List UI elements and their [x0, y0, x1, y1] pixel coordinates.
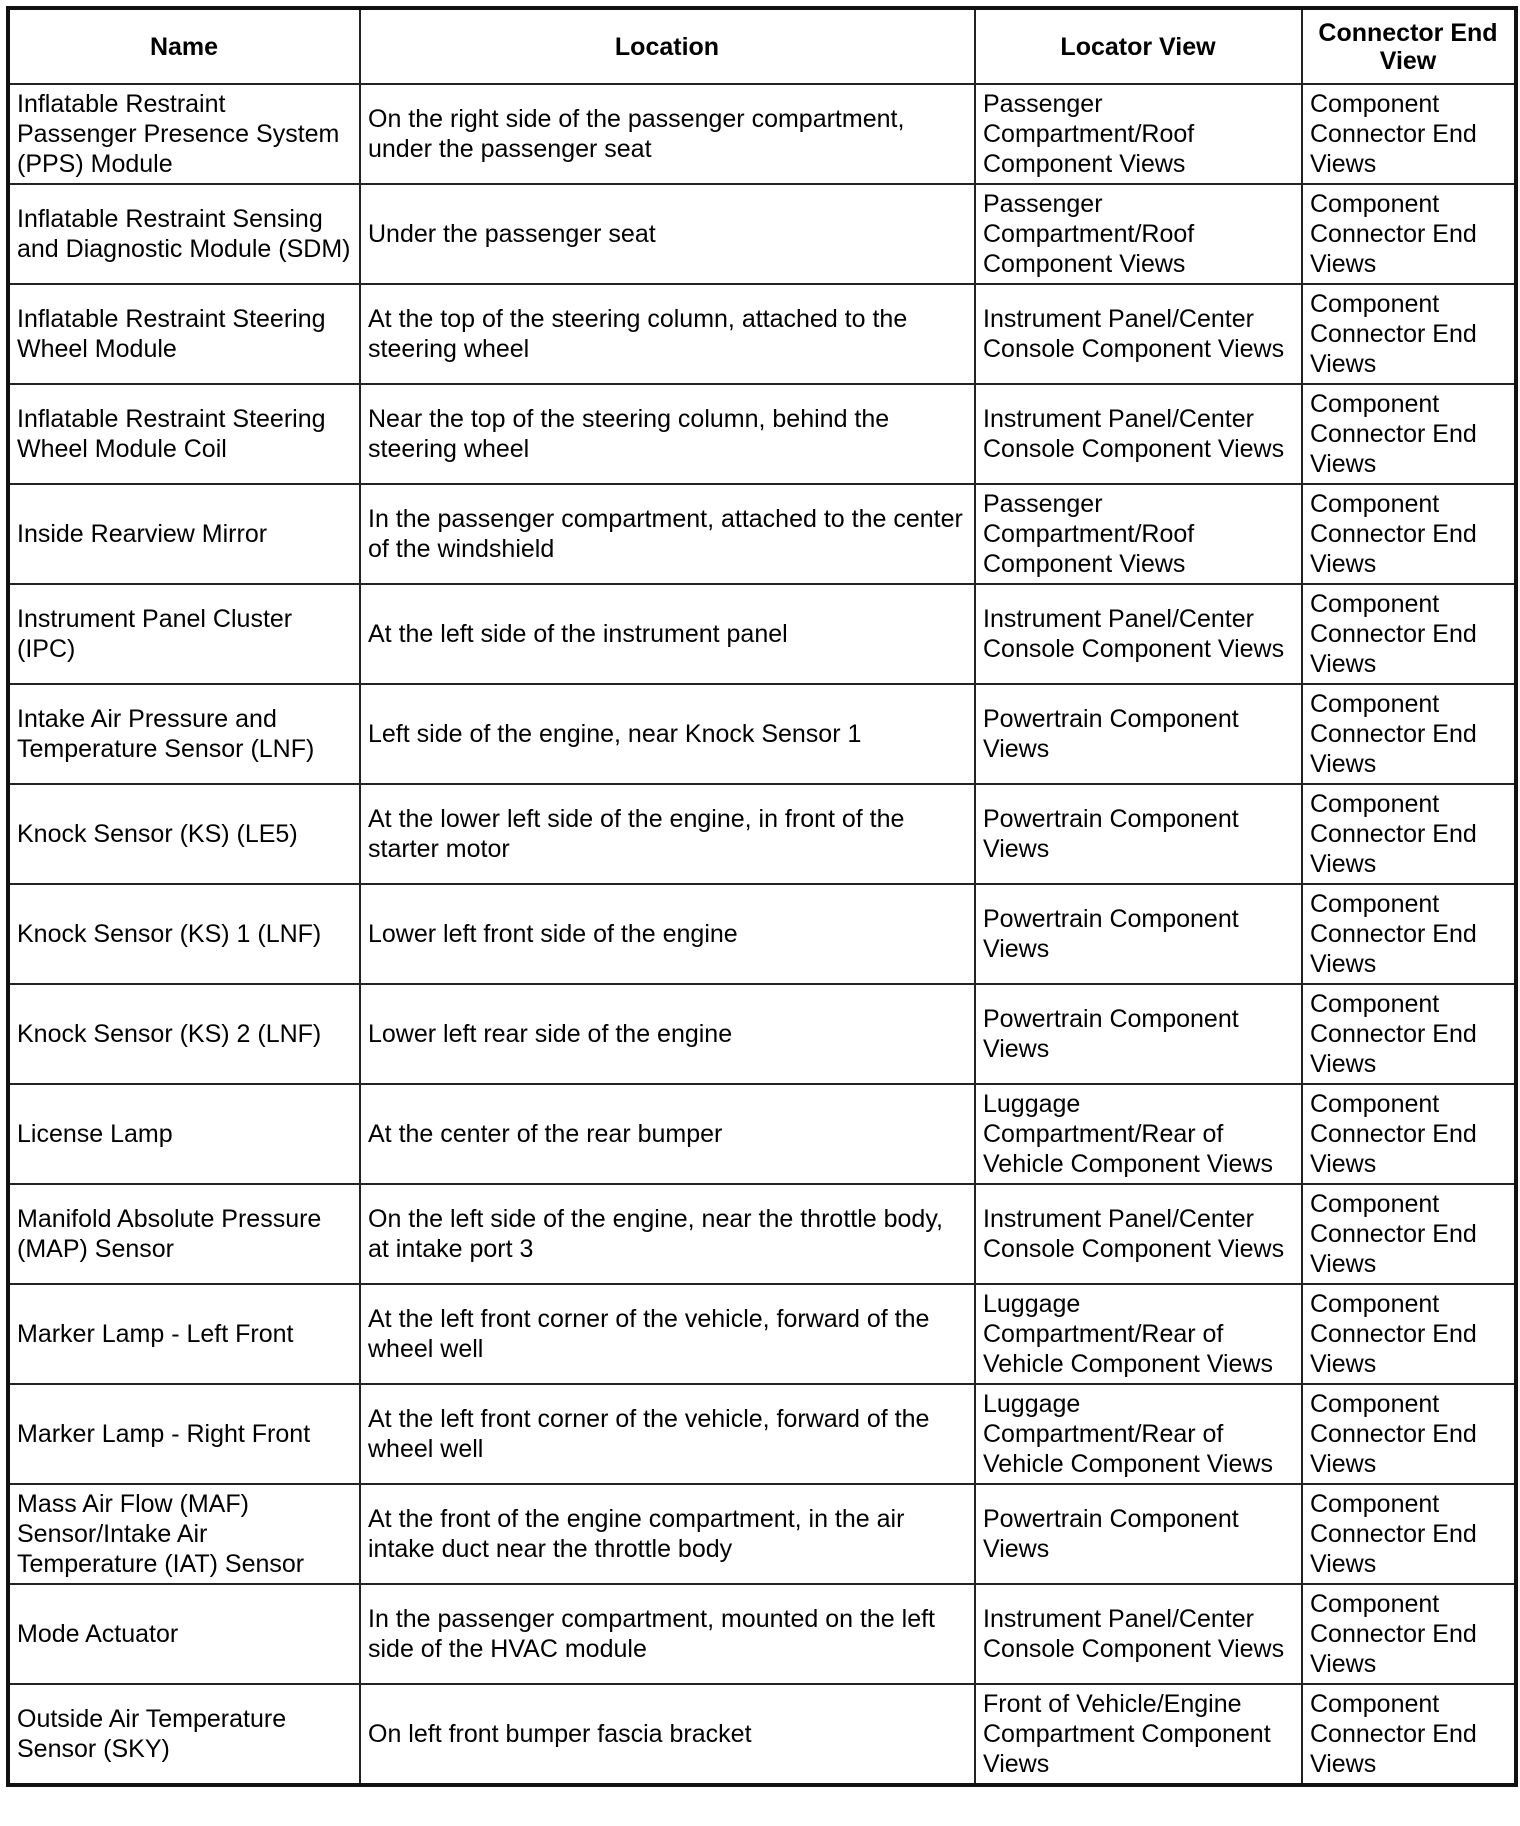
- table-row: [8, 984, 1516, 1084]
- cell-locator-view: Instrument Panel/Center Console Component Views: [975, 284, 1302, 384]
- cell-locator-view: Instrument Panel/Center Console Component Views: [975, 1584, 1302, 1684]
- cell-connector-end-view: Component Connector End Views: [1302, 284, 1516, 384]
- cell-locator-view: Powertrain Component Views: [975, 1484, 1302, 1584]
- cell-name: Intake Air Pressure and Temperature Sensor (LNF): [8, 684, 360, 784]
- cell-connector-end-view: Component Connector End Views: [1302, 484, 1516, 584]
- table-row: [8, 1384, 1516, 1484]
- header-row: [8, 8, 1516, 84]
- cell-name: Inflatable Restraint Passenger Presence System (PPS) Module: [8, 84, 360, 184]
- cell-location: At the left front corner of the vehicle, forward of the wheel well: [360, 1384, 975, 1484]
- cell-connector-end-view: Component Connector End Views: [1302, 1484, 1516, 1584]
- cell-location: On the left side of the engine, near the throttle body, at intake port 3: [360, 1184, 975, 1284]
- cell-locator-view: Passenger Compartment/Roof Component Views: [975, 84, 1302, 184]
- cell-name: Manifold Absolute Pressure (MAP) Sensor: [8, 1184, 360, 1284]
- cell-connector-end-view: Component Connector End Views: [1302, 1284, 1516, 1384]
- header-connector-end-view: Connector End View: [1302, 8, 1516, 84]
- cell-location: At the top of the steering column, attached to the steering wheel: [360, 284, 975, 384]
- header-name: Name: [8, 8, 360, 84]
- cell-name: Inflatable Restraint Sensing and Diagnostic Module (SDM): [8, 184, 360, 284]
- table-row: [8, 1084, 1516, 1184]
- cell-locator-view: Powertrain Component Views: [975, 684, 1302, 784]
- cell-locator-view: Instrument Panel/Center Console Component Views: [975, 1184, 1302, 1284]
- table-row: [8, 484, 1516, 584]
- cell-location: Under the passenger seat: [360, 184, 975, 284]
- cell-locator-view: Passenger Compartment/Roof Component Views: [975, 184, 1302, 284]
- cell-connector-end-view: Component Connector End Views: [1302, 184, 1516, 284]
- table-row: [8, 1584, 1516, 1684]
- cell-connector-end-view: Component Connector End Views: [1302, 1384, 1516, 1484]
- cell-connector-end-view: Component Connector End Views: [1302, 584, 1516, 684]
- table-row: [8, 884, 1516, 984]
- cell-name: Instrument Panel Cluster (IPC): [8, 584, 360, 684]
- component-locator-table: [6, 6, 1518, 1787]
- cell-connector-end-view: Component Connector End Views: [1302, 784, 1516, 884]
- cell-name: Outside Air Temperature Sensor (SKY): [8, 1684, 360, 1785]
- cell-connector-end-view: Component Connector End Views: [1302, 84, 1516, 184]
- cell-location: Lower left front side of the engine: [360, 884, 975, 984]
- cell-connector-end-view: Component Connector End Views: [1302, 1684, 1516, 1785]
- cell-locator-view: Luggage Compartment/Rear of Vehicle Component Views: [975, 1084, 1302, 1184]
- table-row: [8, 1484, 1516, 1584]
- cell-name: Marker Lamp - Left Front: [8, 1284, 360, 1384]
- cell-connector-end-view: Component Connector End Views: [1302, 384, 1516, 484]
- cell-locator-view: Luggage Compartment/Rear of Vehicle Component Views: [975, 1384, 1302, 1484]
- cell-location: Near the top of the steering column, behind the steering wheel: [360, 384, 975, 484]
- cell-location: At the front of the engine compartment, in the air intake duct near the throttle body: [360, 1484, 975, 1584]
- cell-name: Mass Air Flow (MAF) Sensor/Intake Air Temperature (IAT) Sensor: [8, 1484, 360, 1584]
- cell-connector-end-view: Component Connector End Views: [1302, 1184, 1516, 1284]
- cell-location: At the center of the rear bumper: [360, 1084, 975, 1184]
- cell-connector-end-view: Component Connector End Views: [1302, 684, 1516, 784]
- cell-locator-view: Luggage Compartment/Rear of Vehicle Component Views: [975, 1284, 1302, 1384]
- table-row: [8, 84, 1516, 184]
- cell-locator-view: Powertrain Component Views: [975, 884, 1302, 984]
- cell-name: Inflatable Restraint Steering Wheel Module: [8, 284, 360, 384]
- header-locator-view: Locator View: [975, 8, 1302, 84]
- cell-location: In the passenger compartment, attached to the center of the windshield: [360, 484, 975, 584]
- cell-location: At the lower left side of the engine, in front of the starter motor: [360, 784, 975, 884]
- cell-name: Inside Rearview Mirror: [8, 484, 360, 584]
- table-row: [8, 784, 1516, 884]
- cell-name: Knock Sensor (KS) (LE5): [8, 784, 360, 884]
- table-row: [8, 684, 1516, 784]
- cell-locator-view: Powertrain Component Views: [975, 784, 1302, 884]
- cell-locator-view: Front of Vehicle/Engine Compartment Component Views: [975, 1684, 1302, 1785]
- cell-location: On the right side of the passenger compartment, under the passenger seat: [360, 84, 975, 184]
- table-row: [8, 284, 1516, 384]
- cell-locator-view: Powertrain Component Views: [975, 984, 1302, 1084]
- table-row: [8, 584, 1516, 684]
- cell-name: Knock Sensor (KS) 1 (LNF): [8, 884, 360, 984]
- cell-name: Inflatable Restraint Steering Wheel Module Coil: [8, 384, 360, 484]
- cell-location: At the left front corner of the vehicle, forward of the wheel well: [360, 1284, 975, 1384]
- cell-locator-view: Passenger Compartment/Roof Component Views: [975, 484, 1302, 584]
- table-row: [8, 1284, 1516, 1384]
- header-location: Location: [360, 8, 975, 84]
- cell-name: License Lamp: [8, 1084, 360, 1184]
- cell-locator-view: Instrument Panel/Center Console Component Views: [975, 584, 1302, 684]
- cell-location: In the passenger compartment, mounted on the left side of the HVAC module: [360, 1584, 975, 1684]
- table-row: [8, 1684, 1516, 1785]
- cell-name: Knock Sensor (KS) 2 (LNF): [8, 984, 360, 1084]
- cell-location: At the left side of the instrument panel: [360, 584, 975, 684]
- cell-location: Lower left rear side of the engine: [360, 984, 975, 1084]
- cell-locator-view: Instrument Panel/Center Console Component Views: [975, 384, 1302, 484]
- cell-location: Left side of the engine, near Knock Sensor 1: [360, 684, 975, 784]
- cell-connector-end-view: Component Connector End Views: [1302, 1584, 1516, 1684]
- cell-connector-end-view: Component Connector End Views: [1302, 1084, 1516, 1184]
- table-row: [8, 384, 1516, 484]
- component-locator-sheet: [6, 6, 1514, 1812]
- table-row: [8, 184, 1516, 284]
- cell-connector-end-view: Component Connector End Views: [1302, 884, 1516, 984]
- cell-connector-end-view: Component Connector End Views: [1302, 984, 1516, 1084]
- cell-location: On left front bumper fascia bracket: [360, 1684, 975, 1785]
- table-row: [8, 1184, 1516, 1284]
- cell-name: Marker Lamp - Right Front: [8, 1384, 360, 1484]
- cell-name: Mode Actuator: [8, 1584, 360, 1684]
